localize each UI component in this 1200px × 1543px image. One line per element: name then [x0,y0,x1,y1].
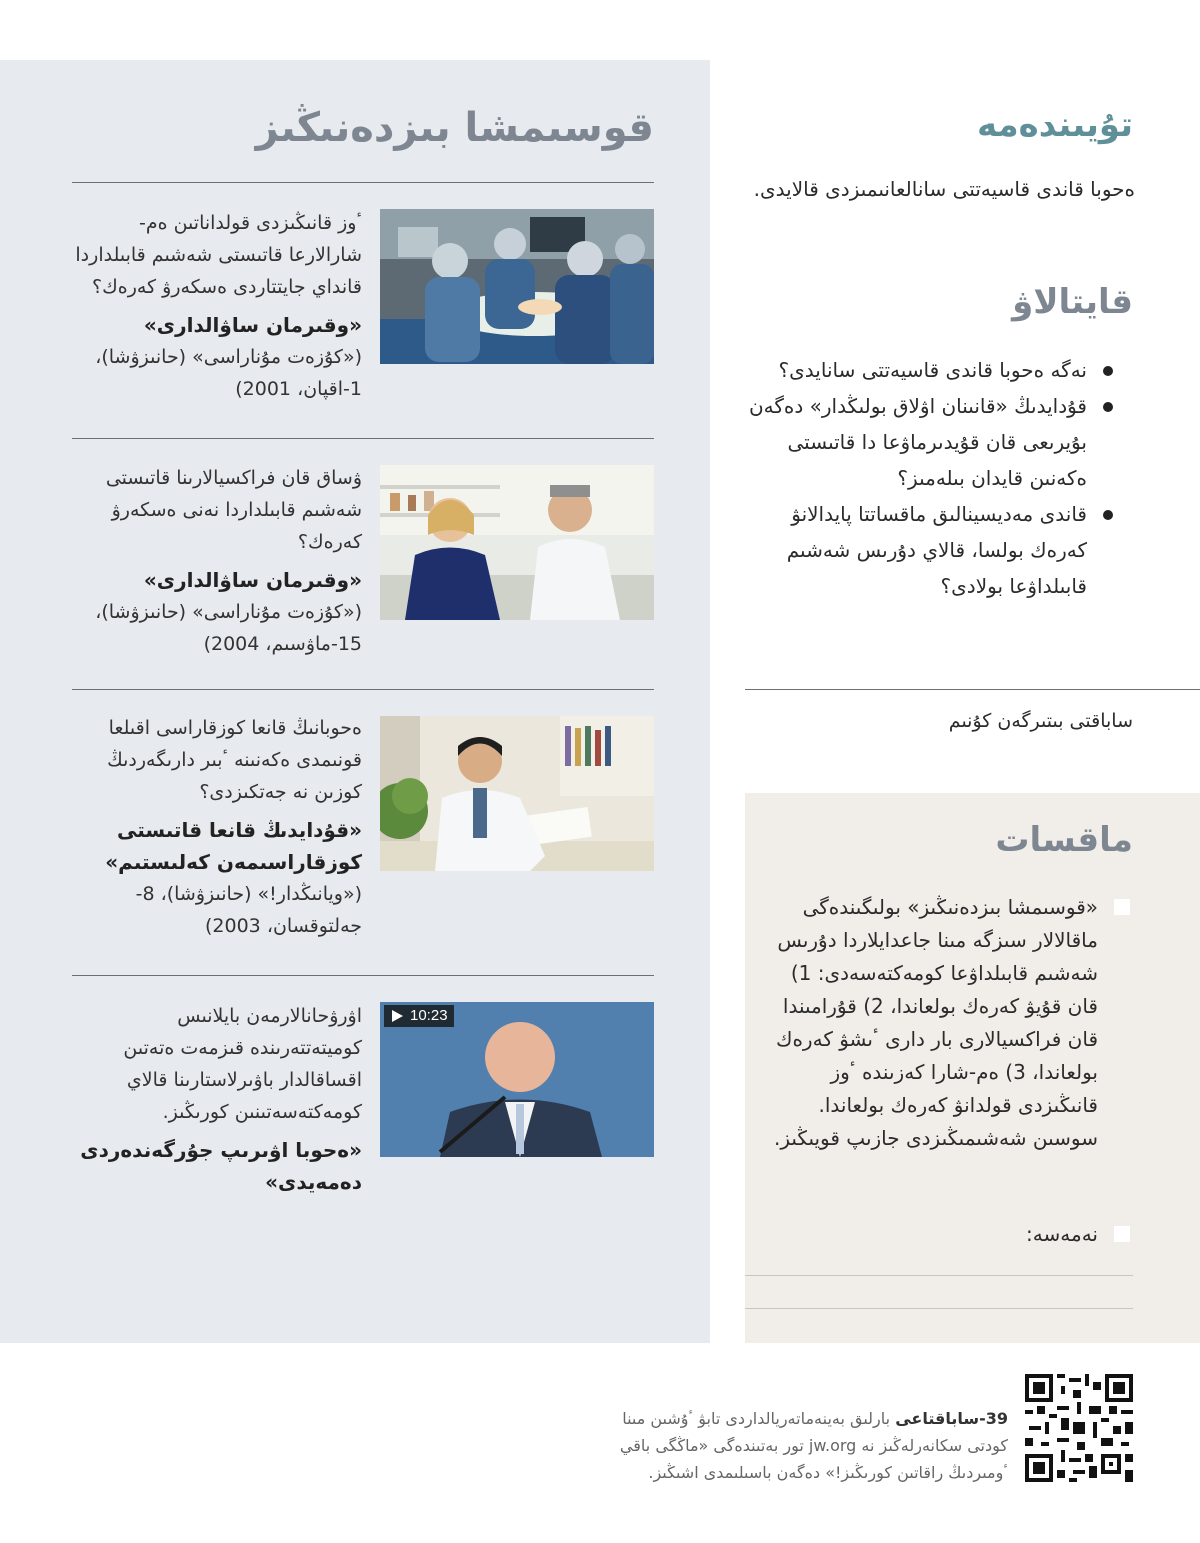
summary-text: ەحوبا قاندى قاسيەتتى سانالعانىمىزدى قالايدى. [753,177,1135,201]
lesson-completed-date-label: ساباقتى بىتىرگەن كۇنىم [948,710,1133,732]
goal-item[interactable]: نەمەسە: [770,1218,1130,1251]
article-2-text [72,462,362,660]
goal-title: ماقسات [995,820,1133,860]
smiling-doctor-photo[interactable] [380,716,654,871]
review-item: نەگە ەحوبا قاندى قاسيەتتى سانايدى؟ [745,352,1113,388]
article-question: ٴوز قانىڭىزدى قولداناتىن ەم-شارالارعا قاتىستى شەشىم قابىلداردا قانداي جايتتاردى ەسكەرۋ كەرەك؟ [75,212,362,298]
review-item: قاندى مەديسينالىق ماقساتتا پايدالانۋ كەرەك بولسا، قالاي دۇرىس شەشىم قابىلداۋعا بولادى؟ [745,496,1113,604]
bullet-icon [1103,402,1113,412]
divider [72,182,654,183]
divider [72,975,654,976]
footer-lead: 39-ساباقتاعى [895,1409,1008,1428]
article-title-link[interactable]: «ەحوبا اۋىرىپ جۇرگەندەردى دەمەيدى» [80,1138,362,1194]
article-title-link[interactable]: «وقىرمان ساۋالدارى» [143,568,362,592]
surgery-team-photo[interactable] [380,209,654,364]
article-source: («كۇزەت مۇناراسى» (حانىزۋشا)، 1-اقپان، 2001) [95,346,362,400]
article-title-link[interactable]: «وقىرمان ساۋالدارى» [143,313,362,337]
review-title: قايتالاۋ [1012,282,1133,322]
writing-line [745,1275,1133,1276]
qr-code-icon[interactable] [1025,1374,1133,1482]
divider [72,438,654,439]
video-duration-badge [384,1005,454,1027]
article-title-link[interactable]: «قۇدايدىڭ قانعا قاتىستى كوزقاراسىمەن كەلىستىم» [105,818,362,874]
divider [72,689,654,690]
video-duration: 10:23 [410,1007,448,1024]
review-item: قۇدايدىڭ «قانىنان اۋلاق بولىڭدار» دەگەن بۇيرىعى قان قۇيدىرماۋعا دا قاتىستى ەكەنىن قايدان بىلەمىز؟ [745,388,1113,496]
checkbox-icon[interactable] [1114,1226,1130,1242]
article-source: («كۇزەت مۇناراسى» (حانىزۋشا)، 15-ماۋسىم، 2004) [95,601,362,655]
divider [745,689,1200,690]
bullet-icon [1103,510,1113,520]
article-3-text [72,712,362,942]
article-question: اۋرۋحانالارمەن بايلانىس كوميتەتتەرىندە قىزمەت ەتەتىن اقساقالدار باۋىرلاستارىنا قالاي كومەكتەسەتىنىن كورىڭىز. [123,1005,362,1123]
checkbox-icon[interactable] [1114,899,1130,915]
article-source: («ويانىڭدار!» (حانىزۋشا)، 8-جەلتوقسان، 2003) [135,883,362,937]
footer-body: بارلىق بەينەماتەريالداردى تابۋ ٴۇشىن مىنا كودتى سكانەرلەڭىز نە jw.org تور بەتىندەگى «ماڭگى باقي ٴومىردىڭ راقاتىن كورىڭىز!» دەگەن باسىلىمدى اشىڭىز. [619,1409,1008,1482]
woman-talking-to-doctor-photo[interactable] [380,465,654,620]
article-question: ەحوبانىڭ قانعا كوزقاراسى اقىلعا قونىمدى ەكەنىنە ٴبىر دارىگەردىڭ كوزىن نە جەتكىزدى؟ [107,717,362,803]
writing-line [745,1308,1133,1309]
bullet-icon [1103,366,1113,376]
goal-item[interactable]: «قوسىمشا بىزدەنىڭىز» بولىگىندەگى ماقالالار سىزگە مىنا جاعدايلاردا دۇرىس شەشىم قابىلداۋعا كومەكتەسەدى: 1) قان قۇيۋ كەرەك بولعاندا، 2) قۇرامىندا قان فراكسيالارى بار دارى ٴىشۋ كەرەك بولعاندا، 3) ەم-شارا كەزىندە ٴوز قانىڭىزدى قولدانۋ كەرەك بولعاندا. سوسىن شەشىمىڭىزدى جازىپ قويىڭىز. [770,891,1130,1155]
article-1-text [72,207,362,405]
further-reading-title: قوسىمشا بىزدەنىڭىز [255,105,654,151]
review-list [745,352,1113,604]
footer-note [590,1405,1008,1486]
article-4-text [72,1000,362,1198]
article-question: ۋساق قان فراكسيالارىنا قاتىستى شەشىم قابىلداردا نەنى ەسكەرۋ كەرەك؟ [105,467,362,553]
summary-title: تۇيىندەمە [977,105,1133,145]
play-icon [390,1009,404,1023]
